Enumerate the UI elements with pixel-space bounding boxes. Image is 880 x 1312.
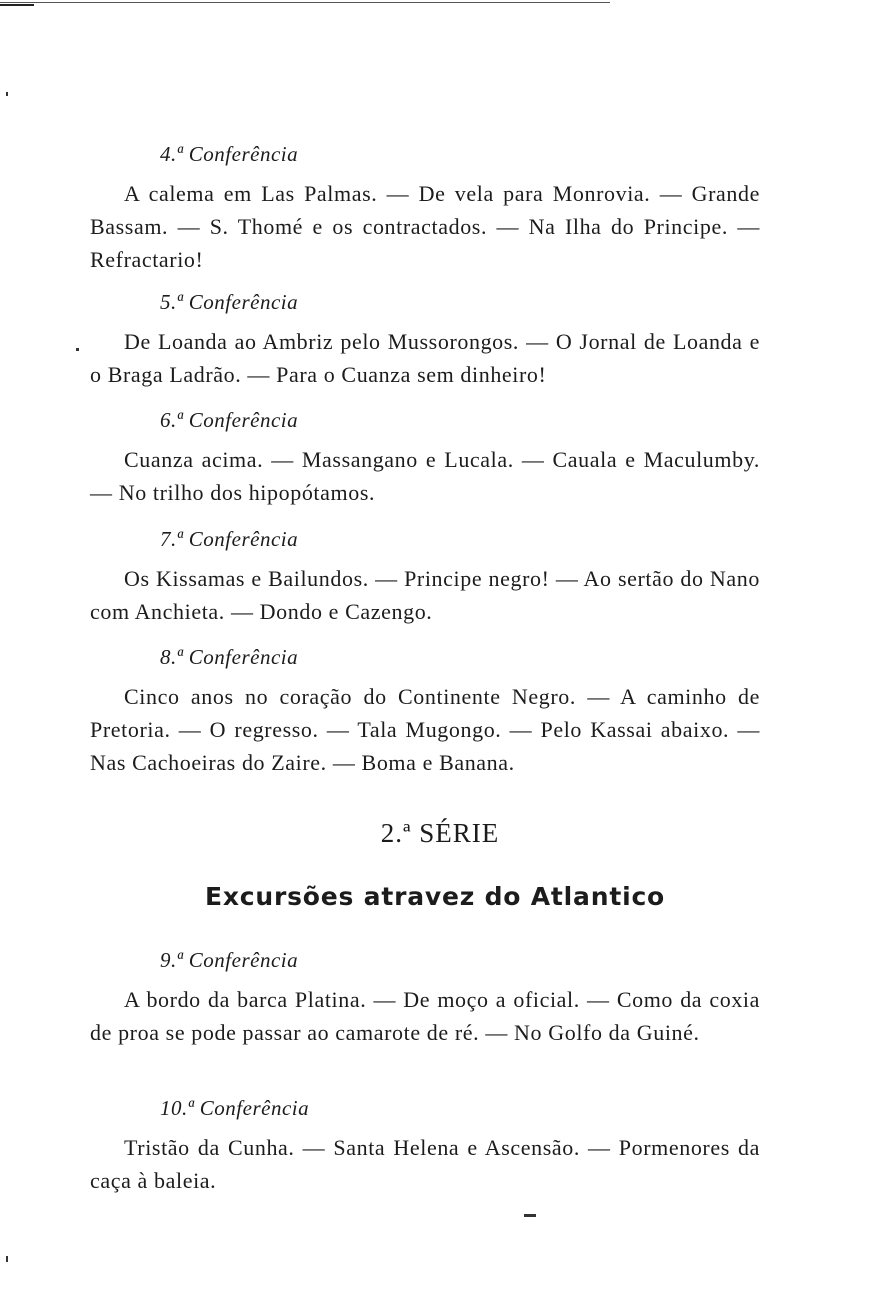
conference-heading: 8.ª Conferência bbox=[160, 645, 299, 669]
series-subtitle: Excursões atravez do Atlantico bbox=[204, 882, 666, 911]
top-rule bbox=[0, 2, 610, 3]
conference-10 bbox=[90, 1096, 760, 1197]
conference-heading: 4.ª Conferência bbox=[160, 142, 299, 166]
conference-heading: 9.ª Conferência bbox=[160, 948, 299, 972]
conference-description: Os Kissamas e Bailundos. — Principe negro! — Ao sertão do Nano com Anchieta. — Dondo e Cazengo. bbox=[90, 566, 760, 624]
conference-heading: 7.ª Conferência bbox=[160, 527, 299, 551]
conference-4 bbox=[90, 142, 760, 276]
print-speck bbox=[524, 1214, 536, 1217]
series-title: 2.ª SÉRIE bbox=[380, 818, 500, 848]
conference-description: Cinco anos no coração do Continente Negro. — A caminho de Pretoria. — O regresso. — Tala Mugongo. — Pelo Kassai abaixo. — Nas Cachoeiras do Zaire. — Boma e Banana. bbox=[90, 684, 760, 775]
conference-5 bbox=[90, 290, 760, 391]
conference-description: Cuanza acima. — Massangano e Lucala. — Cauala e Maculumby. — No trilho dos hipopótamos. bbox=[90, 447, 760, 505]
conference-6 bbox=[90, 408, 760, 509]
conference-description: A calema em Las Palmas. — De vela para Monrovia. — Grande Bassam. — S. Thomé e os contractados. — Na Ilha do Principe. — Refractario! bbox=[90, 181, 760, 272]
print-speck bbox=[76, 348, 79, 351]
conference-description: A bordo da barca Platina. — De moço a oficial. — Como da coxia de proa se pode passar ao camarote de ré. — No Golfo da Guiné. bbox=[90, 987, 760, 1045]
conference-description: Tristão da Cunha. — Santa Helena e Ascensão. — Pormenores da caça à baleia. bbox=[90, 1135, 760, 1193]
conference-7 bbox=[90, 527, 760, 628]
print-speck bbox=[6, 92, 8, 96]
conference-heading: 6.ª Conferência bbox=[160, 408, 299, 432]
conference-description: De Loanda ao Ambriz pelo Mussorongos. — O Jornal de Loanda e o Braga Ladrão. — Para o Cuanza sem dinheiro! bbox=[90, 329, 760, 387]
top-rule-mark bbox=[0, 4, 34, 6]
conference-8 bbox=[90, 645, 760, 779]
conference-heading: 10.ª Conferência bbox=[160, 1096, 310, 1120]
print-speck bbox=[6, 1256, 8, 1262]
conference-9 bbox=[90, 948, 760, 1049]
conference-heading: 5.ª Conferência bbox=[160, 290, 299, 314]
